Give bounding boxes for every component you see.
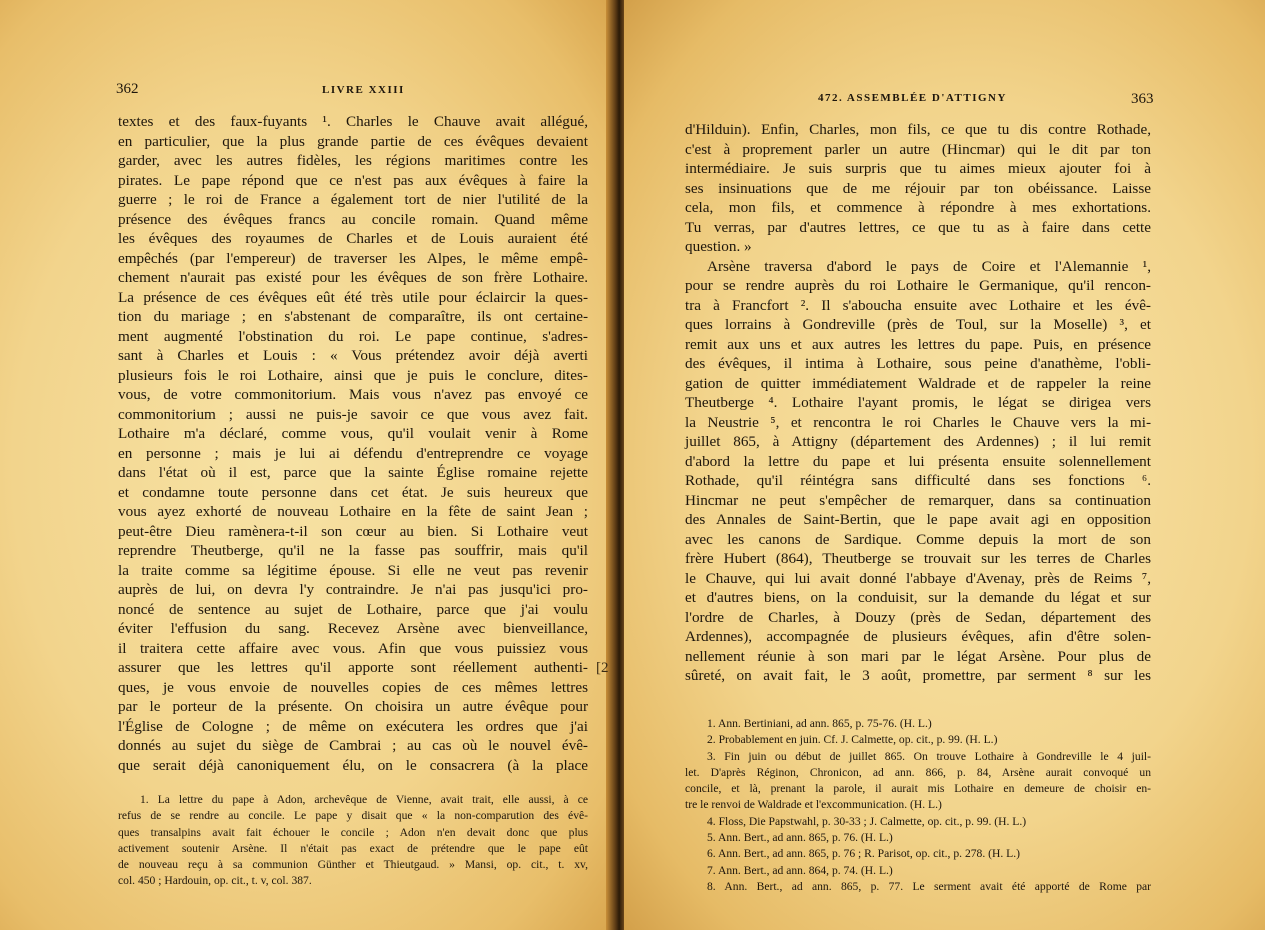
footnote-line: de nouveau reçu à sa communion Günther et Thieutgaud. » Mansi, op. cit., t. xv,: [118, 858, 588, 872]
margin-marker: [2: [596, 660, 609, 676]
text-line: Tu verras, par d'autres lettres, ce que tu as à faire dans cette: [685, 218, 1151, 236]
footnote-line: tre le renvoi de Waldrade et l'excommunication. (H. L.): [685, 798, 942, 812]
footnote-line: ques transalpins avait fait échouer le concile ; Adon n'en devait donc que plus: [118, 825, 588, 839]
text-line: plusieurs fois le roi Lothaire, ainsi que je puis le conclure, dites-: [118, 366, 588, 384]
text-line: que serait déjà canoniquement élu, on le consacrera (à la place: [118, 756, 588, 774]
text-line: et d'autres biens, on la conduisit, sur la demande du légat et sur: [685, 589, 1151, 606]
text-line: il traitera cette affaire avec vous. Afin que vous puissiez vous: [118, 639, 588, 657]
footnote-line: 4. Floss, Die Papstwahl, p. 30-33 ; J. Calmette, op. cit., p. 99. (H. L.): [707, 814, 1027, 828]
page-number-left: 362: [116, 81, 139, 97]
footnote-line: col. 450 ; Hardouin, op. cit., t. v, col. 387.: [118, 874, 312, 888]
text-line: en particulier, que la plus grande partie de ces évêques devaient: [118, 132, 588, 150]
text-line: cela, mon fils, et commence à répondre à mes exhortations.: [685, 199, 1151, 216]
text-line: d'Hilduin). Enfin, Charles, mon fils, ce que tu dis contre Rothade,: [685, 121, 1151, 138]
text-line: vous, de votre commonitorium. Mais vous n'avez pas envoyé ce: [118, 386, 588, 403]
text-line: reprendre Theutberge, qu'il ne la fasse pas souffrir, mais qu'il: [118, 542, 588, 559]
text-line: Hincmar ne peut s'empêcher de remarquer, dans sa continuation: [685, 491, 1151, 509]
text-line: question. »: [685, 238, 752, 255]
text-line: la traite comme sa légitime épouse. Si elle ne veut pas revenir: [118, 561, 588, 579]
text-line: sûreté, on avait fait, le 3 août, promettre, par serment ⁸ sur les: [685, 667, 1151, 684]
left-body-text: [118, 112, 588, 775]
text-line: noncé de sentence au sujet de Lothaire, parce que j'ai voulu: [118, 600, 588, 618]
footnote-line: 6. Ann. Bert., ad ann. 865, p. 76 ; R. Parisot, op. cit., p. 278. (H. L.): [707, 847, 1021, 861]
text-line: des Annales de Saint-Bertin, que le pape avait agi en opposition: [685, 511, 1151, 528]
text-line: nellement réunie à son mari par le légat Arsène. Pour plus de: [685, 647, 1151, 665]
text-line: gation de quitter immédiatement Waldrade et de rappeler la reine: [685, 374, 1151, 392]
text-line: tion du mariage ; en s'abstenant de comparaître, ils ont certaine-: [118, 308, 588, 325]
text-line: pirates. Le pape répond que ce n'est pas aux évêques à faire la: [118, 171, 588, 189]
text-line: en personne ; mais je lui ai défendu d'entreprendre ce voyage: [118, 444, 588, 462]
text-line: textes et des faux-fuyants ¹. Charles le Chauve avait allégué,: [118, 113, 588, 130]
text-line: Ardennes), accompagnée de plusieurs évêques, afin d'être solen-: [685, 628, 1151, 645]
text-line: tra à Francfort ². Il s'aboucha ensuite avec Lothaire et les évê-: [685, 296, 1151, 314]
text-line: empêchés (par l'empereur) de traverser les Alpes, le même empê-: [118, 249, 588, 267]
text-line: par le porteur de la présente. On choisira un autre évêque pour: [118, 698, 588, 715]
text-line: la Neustrie ⁵, et rencontra le roi Charles le Chauve vers la mi-: [685, 413, 1151, 431]
text-line: le Chauve, qui lui avait donné l'abbaye d'Avenay, près de Reims ⁷,: [685, 569, 1151, 587]
left-footnotes: [118, 792, 588, 890]
text-line: avec les canons de Sardique. Comme depuis la mort de son: [685, 530, 1151, 548]
page-number-right: 363: [1131, 91, 1154, 107]
right-footnotes: [685, 716, 1151, 895]
text-line: ses insinuations que de me réjouir par ton obéissance. Laisse: [685, 179, 1151, 197]
text-line: donnés au sujet du siège de Cambrai ; au cas où le nouvel évê-: [118, 737, 588, 754]
footnote-line: refus de se rendre au concile. Le pape y disait que « la non-comparution des évê-: [118, 809, 588, 823]
text-line: vous ayez exhorté de nouveau Lothaire en la fête de saint Jean ;: [118, 503, 588, 520]
footnote-line: 5. Ann. Bert., ad ann. 865, p. 76. (H. L.): [707, 831, 893, 845]
text-line: présence des évêques francs au concile romain. Quand même: [118, 210, 588, 228]
text-line: ques lorrains à Gondreville (près de Toul, sur la Moselle) ³, et: [685, 316, 1151, 333]
text-line: ment augmenté l'obstination du roi. Le pape continue, s'adres-: [118, 327, 588, 345]
left-page: [0, 0, 612, 930]
footnote-line: concile, et là, prenant la parole, il aurait mis Lothaire en demeure de choisir en-: [685, 782, 1151, 796]
text-line: commonitorium ; aussi ne puis-je savoir ce que vous avez fait.: [118, 405, 588, 423]
text-line: dans l'état où il est, parce que la sainte Église romaine rejette: [118, 464, 588, 481]
footnote-line: 1. Ann. Bertiniani, ad ann. 865, p. 75-76. (H. L.): [707, 717, 932, 730]
text-line: garder, avec les autres fidèles, les régions maritimes contre les: [118, 152, 588, 169]
text-line: éviter l'effusion du sang. Recevez Arsène avec bienveillance,: [118, 620, 588, 637]
running-head-left: LIVRE XXIII: [322, 84, 405, 96]
text-line: c'est à proprement parler un autre (Hincmar) qui le dit par ton: [685, 140, 1151, 158]
text-line: pour se rendre auprès du roi Lothaire le Germanique, qu'il rencon-: [685, 277, 1151, 294]
text-line: Rothade, qu'il réintégra sans difficulté dans ses fonctions ⁶.: [685, 472, 1151, 489]
text-line: juillet 865, à Attigny (département des Ardennes) ; il lui remit: [685, 433, 1151, 450]
footnote-line: 8. Ann. Bert., ad ann. 865, p. 77. Le serment avait été apporté de Rome par: [707, 879, 1151, 893]
text-line: ques, je vous envoie de nouvelles copies de ces mêmes lettres: [118, 678, 588, 696]
footnote-line: 3. Fin juin ou début de juillet 865. On trouve Lothaire à Gondreville le 4 juil-: [707, 749, 1151, 763]
text-line: guerre ; le roi de France a également tort de nier l'utilité de la: [118, 191, 588, 208]
footnote-line: 1. La lettre du pape à Adon, archevêque de Vienne, avait trait, elle aussi, à ce: [140, 793, 588, 806]
footnote-line: 2. Probablement en juin. Cf. J. Calmette, op. cit., p. 99. (H. L.): [707, 733, 998, 747]
text-line: d'abord la lettre du pape et lui présenta ensuite solennellement: [685, 452, 1151, 470]
footnote-line: let. D'après Réginon, Chronicon, ad ann. 866, p. 84, Arsène aurait convoqué un: [685, 765, 1151, 779]
text-line: Theutberge ⁴. Lothaire l'ayant promis, le légat se dirigea vers: [685, 394, 1151, 411]
text-line: assurer que les lettres qu'il apporte sont réellement authenti-: [118, 659, 588, 676]
text-line: peut-être Dieu ramènera-t-il son cœur au bien. Si Lothaire veut: [118, 522, 588, 540]
text-line: les évêques des royaumes de Charles et de Louis auraient été: [118, 230, 588, 247]
right-body-text: [685, 120, 1151, 686]
right-page: [624, 0, 1265, 930]
text-line: chement n'aurait pas existé pour les évêques de son frère Lothaire.: [118, 269, 588, 286]
text-line: frère Hubert (864), Theutberge se trouvait sur les terres de Charles: [685, 550, 1151, 567]
text-line: et condamne toute personne dans cet état. Je suis heureux que: [118, 483, 588, 501]
text-line: auprès de lui, on devra l'y contraindre. Je n'ai pas jusqu'ici pro-: [118, 581, 588, 598]
footnote-line: 7. Ann. Bert., ad ann. 864, p. 74. (H. L.): [707, 863, 893, 877]
text-line: intermédiaire. Je suis surpris que tu aimes mieux ajouter foi à: [685, 160, 1151, 177]
text-line: La présence de ces évêques eût été très utile pour éclaircir la ques-: [118, 288, 588, 306]
text-line: remit aux uns et aux autres les lettres du pape. Puis, en présence: [685, 335, 1151, 353]
text-line: des évêques, il intima à Lothaire, sous peine d'anathème, l'obli-: [685, 355, 1151, 372]
text-line: Arsène traversa d'abord le pays de Coire et l'Alemannie ¹,: [707, 257, 1151, 275]
text-line: l'ordre de Charles, à Douzy (près de Sedan, département des: [685, 608, 1151, 626]
text-line: sant à Charles et Louis : « Vous prétendez avoir déjà averti: [118, 347, 588, 364]
text-line: l'Église de Cologne ; de même on exécutera les ordres que j'ai: [118, 717, 588, 735]
footnote-line: activement soutenir Arsène. Il n'était pas exact de prétendre que le pape eût: [118, 841, 588, 855]
text-line: Lothaire m'a déclaré, comme vous, qu'il voulait venir à Rome: [118, 425, 588, 442]
running-head-right: 472. ASSEMBLÉE D'ATTIGNY: [818, 92, 1007, 104]
